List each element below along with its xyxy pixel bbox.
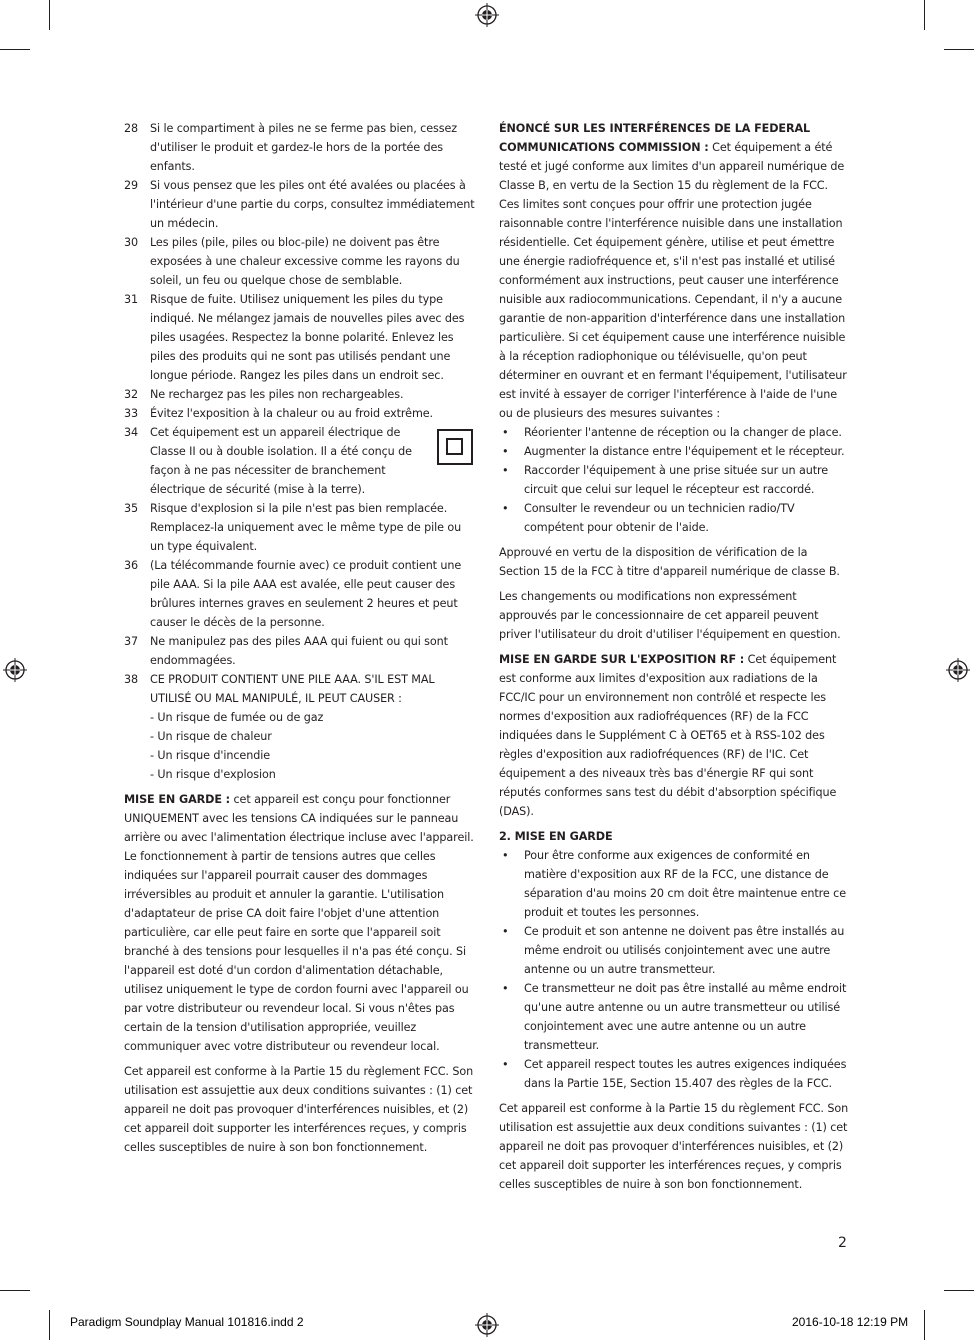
changes-paragraph: Les changements ou modifications non expressément approuvés par le concessionnaire de cet appareil peuvent priver l'utilisateur du droit d'utiliser l'équipement en question. — [499, 590, 841, 641]
measure-item — [499, 461, 851, 499]
caution-item — [499, 846, 851, 922]
item-text: Risque de fuite. Utilisez uniquement les piles du type indiqué. Ne mélangez jamais de nouvelles piles avec des piles usagées. Respectez la bonne polarité. Enlevez les piles des produits qui ne sont pas utilisés pendant une longue période. Rangez les piles dans un endroit sec. — [150, 293, 465, 382]
registration-mark-icon — [475, 1313, 499, 1337]
measure-text: Réorienter l'antenne de réception ou la changer de place. — [524, 426, 842, 439]
item-number: 30 — [124, 236, 139, 249]
item-number: 34 — [124, 426, 139, 439]
bullet-icon: • — [502, 849, 509, 862]
approved-paragraph: Approuvé en vertu de la disposition de vérification de la Section 15 de la FCC à titre d'appareil numérique de classe B. — [499, 546, 840, 578]
caution-text: Cet appareil respect toutes les autres exigences indiquées dans la Partie 15E, Section 15.407 des règles de la FCC. — [524, 1058, 847, 1090]
fcc-intro: Cet équipement a été testé et jugé conforme aux limites d'un appareil numérique de Classe B, en vertu de la Section 15 du règlement de la FCC. Ces limites sont conçues pour offrir une protection jugée raisonnable contre l'interférence nuisible dans une installation résidentielle. Cet équipement génère, utilise et peut émettre une énergie radiofréquence et, s'il n'est pas installé et utilisé conformément aux instructions, peut causer une interférence nuisible aux radiocommunications. Cependant, il n'y a aucune garantie de non-apparition d'interférence dans une installation particulière. Si cet équipement cause une interférence nuisible à la réception radiophonique ou télévisuelle, qu'on peut déterminer en ouvrant et en fermant l'équipement, l'utilisateur est invité à essayer de corriger l'interférence à l'aide de l'une ou de plusieurs des mesures suivantes : — [499, 141, 847, 420]
list-item — [124, 119, 476, 176]
measure-item — [499, 442, 851, 461]
measure-text: Augmenter la distance entre l'équipement et le récepteur. — [524, 445, 845, 458]
page-number: 2 — [838, 1235, 847, 1251]
caution-text: Ce produit et son antenne ne doivent pas être installés au même endroit ou utilisés conjointement avec une autre antenne ou un autre transmetteur. — [524, 925, 845, 976]
bullet-icon: • — [502, 464, 509, 477]
item-text: Risque d'explosion si la pile n'est pas bien remplacée. Remplacez-la uniquement avec le même type de pile ou un type équivalent. — [150, 502, 462, 553]
crop-mark — [0, 49, 30, 50]
item-number: 29 — [124, 179, 139, 192]
caution-item — [499, 922, 851, 979]
bullet-icon: • — [502, 925, 509, 938]
item-text: Cet équipement est un appareil électrique de Classe II ou à double isolation. Il a été conçu de façon à ne pas nécessiter de branchement électrique de sécurité (mise à la terre). — [150, 426, 412, 496]
slug-filename: Paradigm Soundplay Manual 101816.indd 2 — [70, 1315, 304, 1329]
measure-text: Consulter le revendeur ou un technicien radio/TV compétent pour obtenir de l'aide. — [524, 502, 795, 534]
section-2-heading: 2. MISE EN GARDE — [499, 830, 613, 843]
item-number: 33 — [124, 407, 139, 420]
list-item — [124, 499, 476, 556]
list-item — [124, 670, 476, 708]
list-item — [124, 632, 476, 670]
item-number: 28 — [124, 122, 139, 135]
bullet-icon: • — [502, 426, 509, 439]
fcc-paragraph: Cet appareil est conforme à la Partie 15 du règlement FCC. Son utilisation est assujettie aux deux conditions suivantes : (1) cet appareil ne doit pas provoquer d'interférences nuisibles, et (2) cet appareil doit supporter les interférences reçues, y compris celles susceptibles de nuire à son bon fonctionnement. — [124, 1065, 474, 1154]
measure-item — [499, 423, 851, 442]
rf-exposure-heading: MISE EN GARDE SUR L'EXPOSITION RF : — [499, 653, 745, 666]
measure-item — [499, 499, 851, 537]
risk-line: - Un risque de chaleur — [150, 730, 272, 743]
crop-mark — [0, 1290, 30, 1291]
right-column — [499, 119, 851, 1194]
bullet-icon: • — [502, 982, 509, 995]
slug-datetime: 2016-10-18 12:19 PM — [792, 1315, 909, 1329]
caution-text: Pour être conforme aux exigences de conformité en matière d'exposition aux RF de la FCC, une distance de séparation d'au moins 20 cm doit être maintenue entre ce produit et toutes les personnes. — [524, 849, 847, 919]
item-text: Si le compartiment à piles ne se ferme pas bien, cessez d'utiliser le produit et gardez-le hors de la portée des enfants. — [150, 122, 458, 173]
bullet-icon: • — [502, 1058, 509, 1071]
item-text: CE PRODUIT CONTIENT UNE PILE AAA. S'IL EST MAL UTILISÉ OU MAL MANIPULÉ, IL PEUT CAUSER : — [150, 673, 435, 705]
item-number: 37 — [124, 635, 139, 648]
item-number: 32 — [124, 388, 139, 401]
warning-text: cet appareil est conçu pour fonctionner UNIQUEMENT avec les tensions CA indiquées sur le panneau arrière ou avec l'alimentation électrique incluse avec l'appareil. Le fonctionnement à partir de tensions autres que celles indiquées sur l'appareil pourrait causer des dommages irréversibles au produit et annuler la garantie. L'utilisation d'adaptateur de prise CA doit faire l'objet d'une attention particulière, car elle peut faire en sorte que l'appareil soit branché à des tensions pour lesquelles il n'a pas été conçu. Si l'appareil est doté d'un cordon d'alimentation détachable, utilisez uniquement le type de cordon fourni avec l'appareil ou par votre distributeur ou revendeur local. Si vous n'êtes pas certain de la tension d'utilisation appropriée, veuillez communiquer avec votre distributeur ou revendeur local. — [124, 793, 474, 1053]
item-text: Ne rechargez pas les piles non rechargeables. — [150, 388, 404, 401]
item-number: 38 — [124, 673, 139, 686]
bullet-icon: • — [502, 502, 509, 515]
caution-item — [499, 1055, 851, 1093]
registration-mark-icon — [475, 3, 499, 27]
class-ii-double-insulation-icon — [437, 429, 473, 465]
registration-mark-icon — [3, 658, 27, 682]
list-item — [124, 233, 476, 290]
crop-mark — [49, 0, 50, 30]
item-text-with-symbol — [150, 423, 476, 499]
crop-mark — [49, 1310, 50, 1340]
list-item — [124, 423, 476, 499]
item-number: 35 — [124, 502, 139, 515]
list-item — [124, 385, 476, 404]
item-text: (La télécommande fournie avec) ce produit contient une pile AAA. Si la pile AAA est avalée, elle peut causer des brûlures internes graves en seulement 2 heures et peut causer le décès de la personne. — [150, 559, 462, 629]
rf-exposure-paragraph — [499, 650, 851, 821]
fcc-heading: ÉNONCÉ SUR LES INTERFÉRENCES DE LA FEDERAL COMMUNICATIONS COMMISSION : — [499, 122, 811, 154]
list-item — [124, 556, 476, 632]
list-item — [124, 176, 476, 233]
warning-label: MISE EN GARDE : — [124, 793, 231, 806]
rf-exposure-text: Cet équipement est conforme aux limites d'exposition aux radiations de la FCC/IC pour un environnement non contrôlé et respecte les normes d'exposition aux radiofréquences (RF) de la FCC indiquées dans le Supplément C à OET65 et à RSS-102 des règles d'exposition aux radiofréquences (RF) de l'IC. Cet équipement a des niveaux très bas d'énergie RF qui sont réputés conformes sans test du débit d'absorption spécifique (DAS). — [499, 653, 837, 818]
measure-text: Raccorder l'équipement à une prise située sur un autre circuit que celui sur lequel le récepteur est raccordé. — [524, 464, 829, 496]
risk-line: - Un risque d'incendie — [150, 749, 270, 762]
caution-item — [499, 979, 851, 1055]
bullet-icon: • — [502, 445, 509, 458]
warning-paragraph — [124, 790, 476, 1056]
item-number: 31 — [124, 293, 139, 306]
risk-line: - Un risque de fumée ou de gaz — [150, 711, 324, 724]
item-text: Si vous pensez que les piles ont été avalées ou placées à l'intérieur d'une partie du corps, consultez immédiatement un médecin. — [150, 179, 475, 230]
registration-mark-icon — [946, 658, 970, 682]
list-item — [124, 404, 476, 423]
item-text: Évitez l'exposition à la chaleur ou au froid extrême. — [150, 407, 433, 420]
caution-text: Ce transmetteur ne doit pas être installé au même endroit qu'une autre antenne ou un autre transmetteur ou utilisé conjointement avec une autre antenne ou un autre transmetteur. — [524, 982, 847, 1052]
left-column — [124, 119, 476, 1157]
crop-mark — [944, 49, 974, 50]
item-text: Les piles (pile, piles ou bloc-pile) ne doivent pas être exposées à une chaleur excessive comme les rayons du soleil, un feu ou quelque chose de semblable. — [150, 236, 460, 287]
list-item — [124, 290, 476, 385]
item-text: Ne manipulez pas des piles AAA qui fuient ou qui sont endommagées. — [150, 635, 448, 667]
crop-mark — [924, 1310, 925, 1340]
crop-mark — [924, 0, 925, 30]
crop-mark — [944, 1290, 974, 1291]
risk-line: - Un risque d'explosion — [150, 768, 276, 781]
fcc-paragraph: Cet appareil est conforme à la Partie 15 du règlement FCC. Son utilisation est assujettie aux deux conditions suivantes : (1) cet appareil ne doit pas provoquer d'interférences nuisibles, et (2) cet appareil doit supporter les interférences reçues, y compris celles susceptibles de nuire à son bon fonctionnement. — [499, 1102, 849, 1191]
fcc-interference-paragraph — [499, 119, 851, 423]
item-number: 36 — [124, 559, 139, 572]
